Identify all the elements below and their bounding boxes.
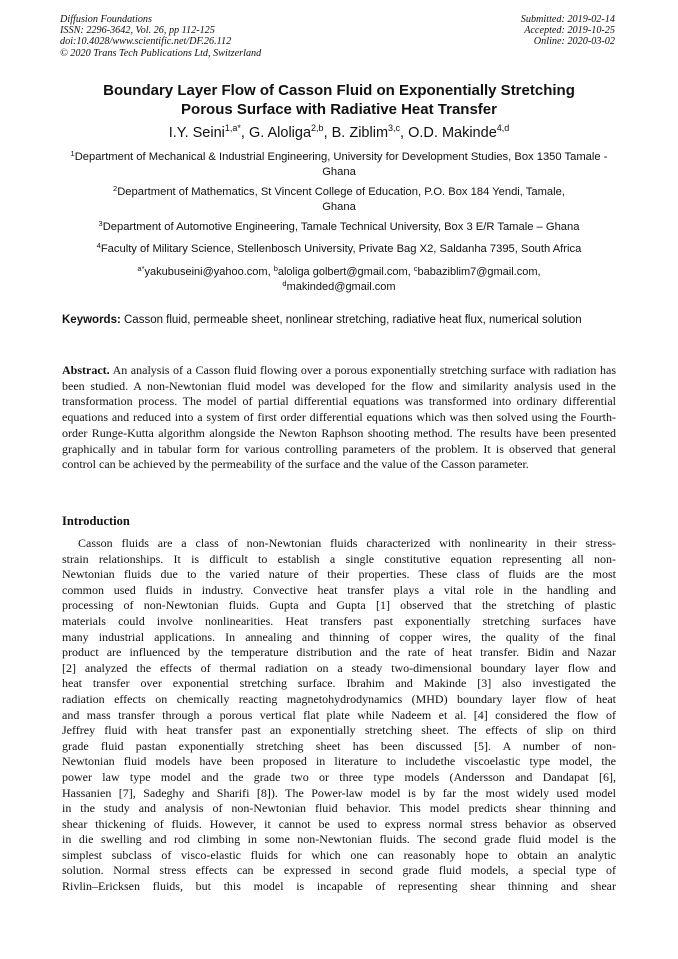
author-affiliation-mark: 3,c <box>388 123 401 133</box>
affiliation-text: Department of Mechanical & Industrial Engineering, University for Development Studies, Box 1350 Tamale - <box>74 151 608 163</box>
introduction-line: shear thickening of fluids. However, it cannot be used to express normal stress behavior as observed <box>62 816 616 831</box>
introduction-line: [2] analyzed the effects of thermal radiation on a steady two-dimensional boundary layer flow and <box>62 660 616 675</box>
affiliation-text-cont: Ghana <box>322 201 356 213</box>
affiliation-text-cont: Ghana <box>322 166 356 178</box>
introduction-line: strain relationships. It is difficult to establish a single constitutive equation representing all non- <box>62 551 616 566</box>
introduction-line: in the study and analysis of non-Newtonian fluid behavior. This model predicts shear thinning and <box>62 801 616 816</box>
introduction-line: and mass transfer through a porous vertical flat plate while Nadeem et al. [4] considered the flow of <box>62 707 616 722</box>
author-separator: , <box>240 125 249 141</box>
journal-name: Diffusion Foundations <box>60 14 152 25</box>
introduction-line: Newtonian fluid models have been proposed in literature to includethe viscoelastic type model, the <box>62 754 616 769</box>
affiliation-text: Faculty of Military Science, Stellenbosch University, Private Bag X2, Saldanha 7395, South Africa <box>100 243 582 255</box>
affiliation-mark: 1 <box>70 149 75 158</box>
author-affiliation-mark: 4,d <box>496 123 510 133</box>
introduction-body <box>62 536 616 895</box>
abstract-section <box>62 363 616 473</box>
author-name: I.Y. Seini <box>168 125 225 141</box>
affiliation-mark: 2 <box>113 184 118 193</box>
introduction-line: solution. Normal stress effects can be expressed in second grade fluid models, a special type of <box>62 863 616 878</box>
affiliation-2 <box>60 185 618 215</box>
affiliation-4 <box>60 242 618 257</box>
introduction-line: power law type model and the grade two or three type models (Andersson and Dandapat [6], <box>62 769 616 784</box>
author-list <box>60 124 618 142</box>
affiliation-mark: 4 <box>96 241 101 250</box>
introduction-line: product are influenced by the temperature distribution and the rate of heat transfer. Bidin and Nazar <box>62 645 616 660</box>
abstract-label: Abstract. <box>62 363 110 377</box>
author-separator: , <box>400 125 409 141</box>
journal-copyright: © 2020 Trans Tech Publications Ltd, Switzerland <box>60 47 262 59</box>
introduction-line: many industrial applications. In annealing and thinning of copper wires, the quality of the final <box>62 629 616 644</box>
affiliation-1 <box>60 150 618 180</box>
email-address: makinded@gmail.com <box>286 280 396 293</box>
accepted-date: Accepted: 2019-10-25 <box>524 25 615 37</box>
introduction-line: radiation effects on chemically reacting magnetohydrodynamics (MHD) boundary layer flow of heat <box>62 691 616 706</box>
author-name: G. Aloliga <box>248 125 312 141</box>
introduction-line: processing of non-Newtonian fluids. Gupta and Gupta [1] observed that the stretching of plastic <box>62 598 616 613</box>
introduction-line: Hassanien [7], Sadeghy and Sharifi [8]). The Power-law model is by far the most widely used model <box>62 785 616 800</box>
introduction-line: Newtonian fluids due to the varied nature of their properties. These class of fluids are the most <box>62 567 616 582</box>
introduction-line: Jeffrey fluid with heat transfer past an exponentially stretching sheet. The effects of slip on third <box>62 723 616 738</box>
email-mark: a* <box>137 264 145 273</box>
email-address: yakubuseini@yahoo.com, <box>144 266 274 278</box>
email-mark: c <box>413 264 418 273</box>
author-name: B. Ziblim <box>331 125 389 141</box>
online-date: Online: 2020-03-02 <box>533 36 615 48</box>
affiliation-text: Department of Mathematics, St Vincent College of Education, P.O. Box 184 Yendi, Tamale, <box>117 186 565 198</box>
introduction-line: in die swelling and rod climbing in some non-Newtonian fluids. The second grade fluid model is the <box>62 832 616 847</box>
introduction-line: Casson fluids are a class of non-Newtonian fluids characterized with nonlinearity in their stress- <box>78 536 616 550</box>
paper-title <box>60 82 618 119</box>
affiliation-3 <box>60 220 618 235</box>
author-affiliation-mark: 2,b <box>311 123 324 133</box>
submitted-date: Submitted: 2019-02-14 <box>520 14 615 25</box>
title-line-2: Porous Surface with Radiative Heat Transfer <box>181 100 497 118</box>
introduction-line: grade fluid pastan exponentially stretching sheet has been discussed [5]. A number of non- <box>62 738 616 753</box>
title-line-1: Boundary Layer Flow of Casson Fluid on Exponentially Stretching <box>103 82 575 99</box>
author-emails <box>60 265 618 294</box>
email-mark: d <box>282 278 287 288</box>
introduction-line: Rivlin–Ericksen fluids, but this model is incapable of representing shear thinning and shear <box>62 879 616 894</box>
affiliation-mark: 3 <box>98 219 103 228</box>
author-separator: , <box>323 125 332 141</box>
abstract-text: An analysis of a Casson fluid flowing over a porous exponentially stretching surface with radiation has been studied. A non-Newtonian fluid model was developed for the flow and similarity analysis used in the transformation process. The model of partial differential equations was transformed into ordinary differential equations and reduced into a system of first order differential equations which was then solved using the Fourth-order Runge-Kutta algorithm alongside the Newton Raphson shooting method. The results have been presented graphically and in tabular form for various controlling parameters of the problem. It is observed that general control can be achieved by the permeability of the surface and the value of the Casson parameter. <box>62 363 616 472</box>
journal-header-right <box>521 14 615 48</box>
introduction-line: heat transfer over exponential stretching surface. Ibrahim and Makinde [3] also investigated the <box>62 676 616 691</box>
introduction-line: materials could involve nonlinearities. Heat transfers past exponentially stretching surfaces have <box>62 613 616 628</box>
email-address: babaziblim7@gmail.com, <box>417 266 541 278</box>
keywords-section <box>62 313 616 328</box>
introduction-line: simplest subclass of visco-elastic fluids for which one can reasonably hope to obtain an analytic <box>62 847 616 862</box>
journal-issn: ISSN: 2296-3642, Vol. 26, pp 112-125 <box>60 25 215 37</box>
journal-header-left <box>60 14 261 59</box>
introduction-heading: Introduction <box>62 514 130 528</box>
keywords-text: Casson fluid, permeable sheet, nonlinear stretching, radiative heat flux, numerical solution <box>120 314 582 326</box>
journal-doi: doi:10.4028/www.scientific.net/DF.26.112 <box>60 36 232 48</box>
keywords-label: Keywords: <box>62 314 121 326</box>
introduction-line: common used fluids in industry. Convective heat transfer plays a vital role in the handling and <box>62 582 616 597</box>
email-address: aloliga golbert@gmail.com, <box>277 266 414 278</box>
affiliation-text: Department of Automotive Engineering, Tamale Technical University, Box 3 E/R Tamale – Ghana <box>102 221 580 233</box>
author-affiliation-mark: 1,a* <box>224 123 241 133</box>
author-name: O.D. Makinde <box>408 125 497 141</box>
email-mark: b <box>273 264 278 273</box>
